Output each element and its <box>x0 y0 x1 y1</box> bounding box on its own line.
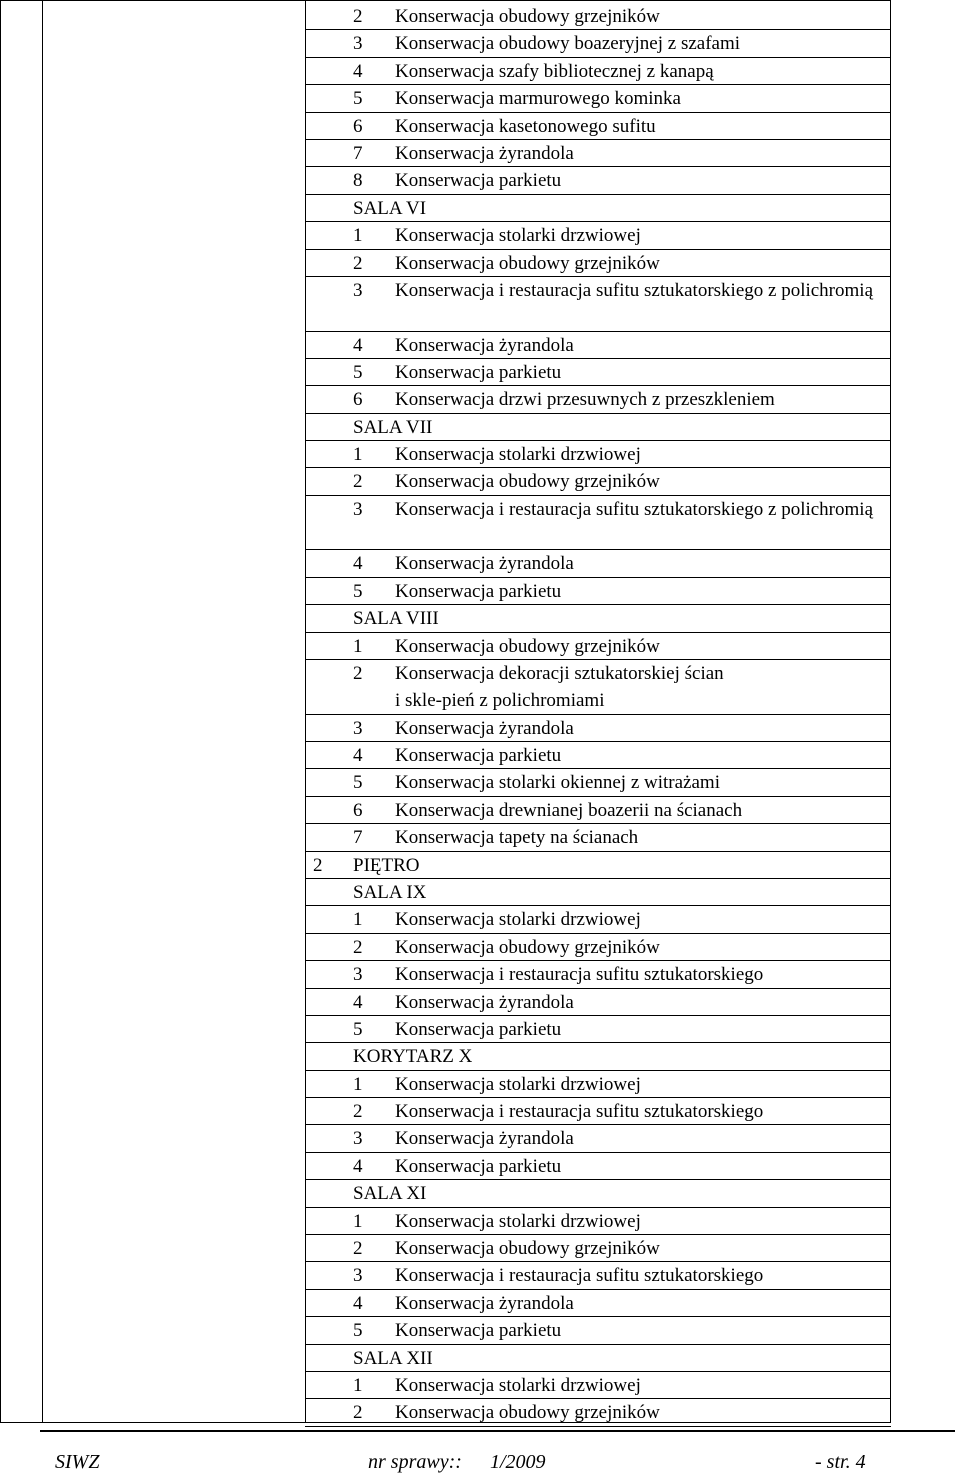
item-number: 3 <box>353 279 363 301</box>
item-number: 4 <box>353 553 363 575</box>
item-number: 2 <box>353 1402 363 1424</box>
item-number: 5 <box>353 88 363 110</box>
item-number: 4 <box>353 60 363 82</box>
item-text: Konserwacja i restauracja sufitu sztukatorskiego z polichromią <box>395 498 873 520</box>
footer-rule <box>40 1430 955 1432</box>
section-header-row <box>305 1345 891 1372</box>
item-text: Konserwacja i restauracja sufitu sztukatorskiego <box>395 1101 764 1123</box>
item-text: Konserwacja obudowy grzejników <box>395 6 660 27</box>
section-header-row <box>305 1043 891 1070</box>
item-text: Konserwacja żyrandola <box>395 142 574 164</box>
item-text: Konserwacja obudowy grzejników <box>395 471 660 493</box>
item-text: Konserwacja obudowy grzejników <box>395 1402 660 1424</box>
item-number: 1 <box>353 444 363 466</box>
table-row <box>305 1399 891 1426</box>
table-row <box>305 1208 891 1235</box>
item-number: 4 <box>353 334 363 356</box>
table-row <box>305 140 891 167</box>
footer-case-number: 1/2009 <box>490 1451 546 1473</box>
item-number: 2 <box>353 1101 363 1123</box>
item-text: Konserwacja dekoracji sztukatorskiej ścian i skle-pień z polichromiami <box>395 663 724 712</box>
section-header-row <box>305 879 891 906</box>
item-number: 2 <box>353 6 363 27</box>
section-header-row <box>305 852 891 879</box>
table-row <box>305 633 891 660</box>
section-header-row <box>305 195 891 222</box>
table-row <box>305 715 891 742</box>
table-top-border <box>0 0 891 1</box>
item-number: 6 <box>353 389 363 411</box>
item-number: 2 <box>353 252 363 274</box>
section-header-row <box>305 605 891 632</box>
item-text: Konserwacja parkietu <box>395 744 562 766</box>
table-row <box>305 1317 891 1344</box>
item-text: Konserwacja parkietu <box>395 1155 562 1177</box>
table-row <box>305 797 891 824</box>
table-row <box>305 441 891 468</box>
item-number: 3 <box>353 717 363 739</box>
item-text: Konserwacja żyrandola <box>395 553 574 575</box>
table-row <box>305 550 891 577</box>
table-row <box>305 1016 891 1043</box>
table-row <box>305 250 891 277</box>
table-body <box>305 3 891 1427</box>
table-row <box>305 85 891 112</box>
section-title: SALA VII <box>353 416 433 438</box>
section-title: KORYTARZ X <box>353 1046 473 1068</box>
table-row <box>305 332 891 359</box>
item-text: Konserwacja tapety na ścianach <box>395 827 639 849</box>
section-header-row <box>305 1180 891 1207</box>
section-title: SALA VIII <box>353 608 439 630</box>
item-number: 1 <box>353 1210 363 1232</box>
table-row <box>305 989 891 1016</box>
item-number: 1 <box>353 1374 363 1396</box>
table-row <box>305 359 891 386</box>
item-text: Konserwacja i restauracja sufitu sztukatorskiego <box>395 1265 764 1287</box>
item-number: 5 <box>353 361 363 383</box>
item-text: Konserwacja obudowy grzejników <box>395 1238 660 1260</box>
item-number: 2 <box>353 663 363 684</box>
item-number: 7 <box>353 142 363 164</box>
item-text: Konserwacja drzwi przesuwnych z przeszkleniem <box>395 389 775 411</box>
item-text: Konserwacja obudowy grzejników <box>395 635 660 657</box>
item-text: Konserwacja obudowy grzejników <box>395 936 660 958</box>
table-row <box>305 906 891 933</box>
item-number: 2 <box>353 471 363 493</box>
item-number: 8 <box>353 170 363 192</box>
table-row <box>305 769 891 796</box>
item-text: Konserwacja obudowy grzejników <box>395 252 660 274</box>
table-row <box>305 277 891 332</box>
item-text: Konserwacja stolarki drzwiowej <box>395 444 641 466</box>
item-text: Konserwacja stolarki drzwiowej <box>395 909 641 931</box>
table-row <box>305 58 891 85</box>
table-row <box>305 1098 891 1125</box>
item-number: 1 <box>353 635 363 657</box>
table-row <box>305 496 891 551</box>
table-row <box>305 30 891 57</box>
table-border-left <box>0 0 1 1423</box>
item-number: 4 <box>353 1155 363 1177</box>
table-column-divider-1 <box>42 0 43 1423</box>
item-number: 3 <box>353 964 363 986</box>
table-row <box>305 934 891 961</box>
item-text: Konserwacja żyrandola <box>395 1292 574 1314</box>
item-number: 2 <box>353 936 363 958</box>
item-text: Konserwacja parkietu <box>395 1018 562 1040</box>
item-text: Konserwacja stolarki drzwiowej <box>395 1374 641 1396</box>
table-row <box>305 113 891 140</box>
item-number: 1 <box>353 1073 363 1095</box>
item-text: Konserwacja i restauracja sufitu sztukatorskiego z polichromią <box>395 279 873 301</box>
footer-page-number: - str. 4 <box>815 1451 866 1473</box>
item-text: Konserwacja żyrandola <box>395 334 574 356</box>
item-number: 5 <box>353 1018 363 1040</box>
section-title: PIĘTRO <box>353 854 420 876</box>
footer-case-label: nr sprawy:: <box>368 1451 462 1473</box>
item-text: Konserwacja parkietu <box>395 580 562 602</box>
table-row <box>305 578 891 605</box>
item-text: Konserwacja parkietu <box>395 170 562 192</box>
item-text: Konserwacja marmurowego kominka <box>395 88 681 110</box>
table-row <box>305 468 891 495</box>
table-row <box>305 222 891 249</box>
item-number: 3 <box>353 33 363 55</box>
item-text: Konserwacja żyrandola <box>395 1128 574 1150</box>
table-row <box>305 167 891 194</box>
item-text: Konserwacja żyrandola <box>395 717 574 739</box>
item-number: 3 <box>353 1128 363 1150</box>
item-number: 1 <box>353 909 363 931</box>
table-row <box>305 1235 891 1262</box>
item-number: 7 <box>353 827 363 849</box>
item-text: Konserwacja stolarki drzwiowej <box>395 225 641 247</box>
table-row <box>305 386 891 413</box>
item-text: Konserwacja stolarki okiennej z witrażami <box>395 772 720 794</box>
item-number: 1 <box>353 225 363 247</box>
section-title: SALA VI <box>353 197 427 219</box>
page-footer <box>0 1428 960 1475</box>
section-title: SALA XII <box>353 1347 433 1369</box>
item-text: Konserwacja żyrandola <box>395 991 574 1013</box>
table-row <box>305 961 891 988</box>
table-row <box>305 1153 891 1180</box>
item-text: Konserwacja i restauracja sufitu sztukatorskiego <box>395 964 764 986</box>
item-text: Konserwacja szafy bibliotecznej z kanapą <box>395 60 714 82</box>
floor-number: 2 <box>313 854 323 876</box>
table-row <box>305 1290 891 1317</box>
item-number: 5 <box>353 772 363 794</box>
item-number: 2 <box>353 1238 363 1260</box>
item-text: Konserwacja kasetonowego sufitu <box>395 115 656 137</box>
item-text: Konserwacja parkietu <box>395 1320 562 1342</box>
footer-doc-label: SIWZ <box>55 1451 100 1473</box>
item-number: 4 <box>353 744 363 766</box>
section-title: SALA IX <box>353 881 427 903</box>
item-number: 4 <box>353 1292 363 1314</box>
table-row <box>305 1125 891 1152</box>
table-row <box>305 660 891 715</box>
item-number: 5 <box>353 1320 363 1342</box>
section-header-row <box>305 414 891 441</box>
item-number: 5 <box>353 580 363 602</box>
table-row <box>305 3 891 30</box>
section-title: SALA XI <box>353 1183 427 1205</box>
item-number: 3 <box>353 1265 363 1287</box>
item-number: 6 <box>353 799 363 821</box>
table-row <box>305 1372 891 1399</box>
item-text: Konserwacja stolarki drzwiowej <box>395 1073 641 1095</box>
item-number: 3 <box>353 498 363 520</box>
item-text: Konserwacja stolarki drzwiowej <box>395 1210 641 1232</box>
table-row <box>305 1071 891 1098</box>
item-text: Konserwacja obudowy boazeryjnej z szafami <box>395 33 741 55</box>
item-text: Konserwacja parkietu <box>395 361 562 383</box>
table-row <box>305 1262 891 1289</box>
table-row <box>305 742 891 769</box>
item-number: 6 <box>353 115 363 137</box>
table-row <box>305 824 891 851</box>
item-number: 4 <box>353 991 363 1013</box>
item-text: Konserwacja drewnianej boazerii na ścianach <box>395 799 743 821</box>
